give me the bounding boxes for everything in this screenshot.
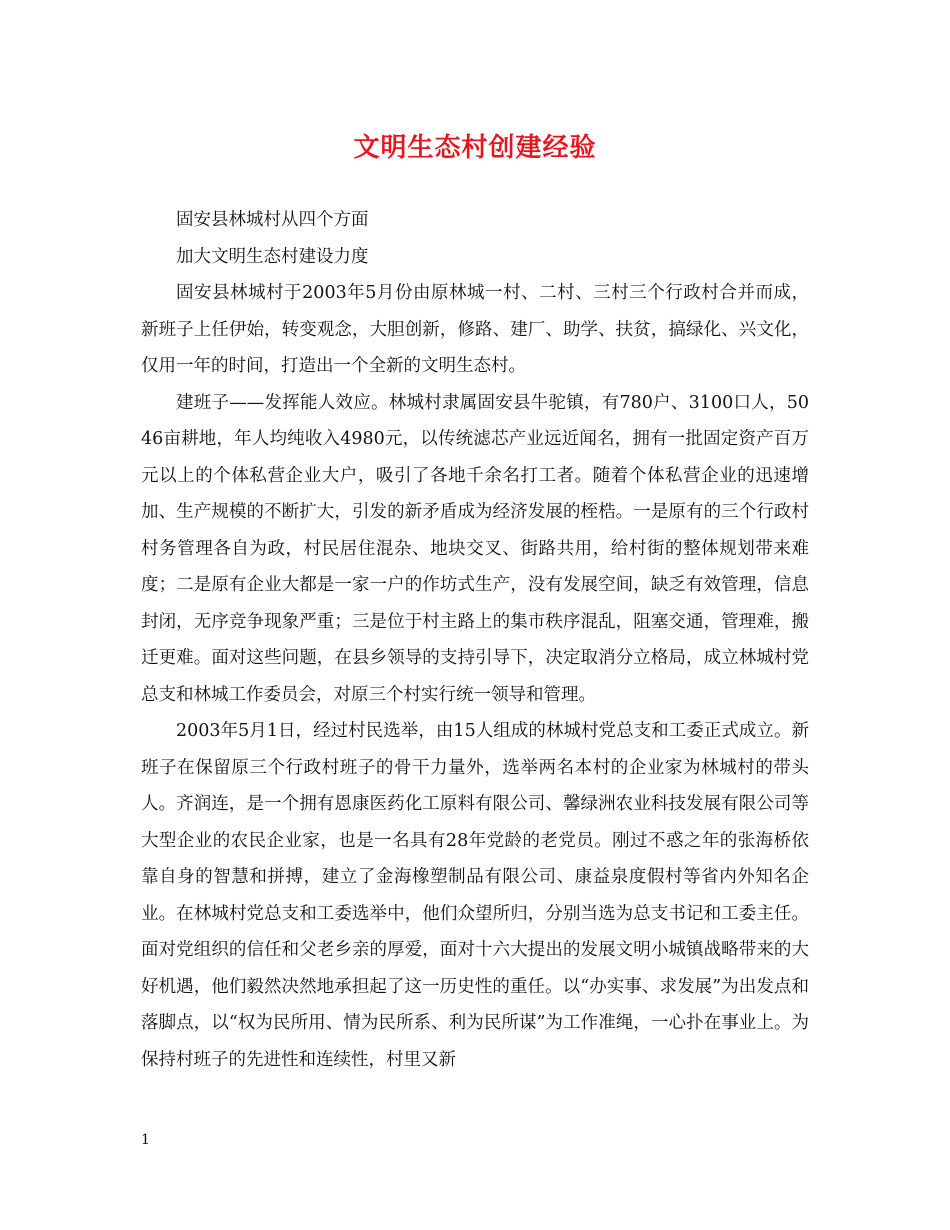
document-title: 文明生态村创建经验 (353, 133, 597, 163)
paragraph-subtitle-2: 加大文明生态村建设力度 (176, 246, 369, 267)
paragraph-intro: 固安县林城村于2003年5月份由原林城一村、二村、三村三个行政村合并而成，新班子上任伊始，转变观念，大胆创新，修路、建厂、助学、扶贫，搞绿化、兴文化，仅用一年的时间，打造出一个全新的文明生态村。 (141, 283, 809, 376)
paragraph-election: 2003年5月1日，经过村民选举，由15人组成的林城村党总支和工委正式成立。新班子在保留原三个行政村班子的骨干力量外，选举两名本村的企业家为林城村的带头人。齐润连，是一个拥有恩康医药化工原料有限公司、馨绿洲农业科技发展有限公司等大型企业的农民企业家，也是一名具有28年党龄的老党员。刚过不惑之年的张海桥依靠自身的智慧和拼搏，建立了金海橡塑制品有限公司、康益泉度假村等省内外知名企业。在林城村党总支和工委选举中，他们众望所归，分别当选为总支书记和工委主任。面对党组织的信任和父老乡亲的厚爱，面对十六大提出的发展文明小城镇战略带来的大好机遇，他们毅然决然地承担起了这一历史性的重任。以“办实事、求发展”为出发点和落脚点，以“权为民所用、情为民所系、利为民所谋”为工作准绳，一心扑在事业上。为保持村班子的先进性和连续性，村里又新 (141, 721, 809, 1070)
document-body (141, 202, 809, 1078)
paragraph-build-team: 建班子——发挥能人效应。林城村隶属固安县牛驼镇，有780户、3100口人，5046亩耕地，年人均纯收入4980元，以传统滤芯产业远近闻名，拥有一批固定资产百万元以上的个体私营企业大户，吸引了各地千余名打工者。随着个体私营企业的迅速增加、生产规模的不断扩大，引发的新矛盾成为经济发展的桎梏。一是原有的三个行政村村务管理各自为政，村民居住混杂、地块交叉、街路共用，给村街的整体规划带来难度；二是原有企业大都是一家一户的作坊式生产，没有发展空间，缺乏有效管理，信息封闭，无序竞争现象严重；三是位于村主路上的集市秩序混乱，阻塞交通，管理难，搬迁更难。面对这些问题，在县乡领导的支持引导下，决定取消分立格局，成立林城村党总支和林城工作委员会，对原三个村实行统一领导和管理。 (141, 392, 809, 705)
paragraph-subtitle-1: 固安县林城村从四个方面 (176, 210, 369, 230)
page-number: 1 (141, 1132, 150, 1148)
